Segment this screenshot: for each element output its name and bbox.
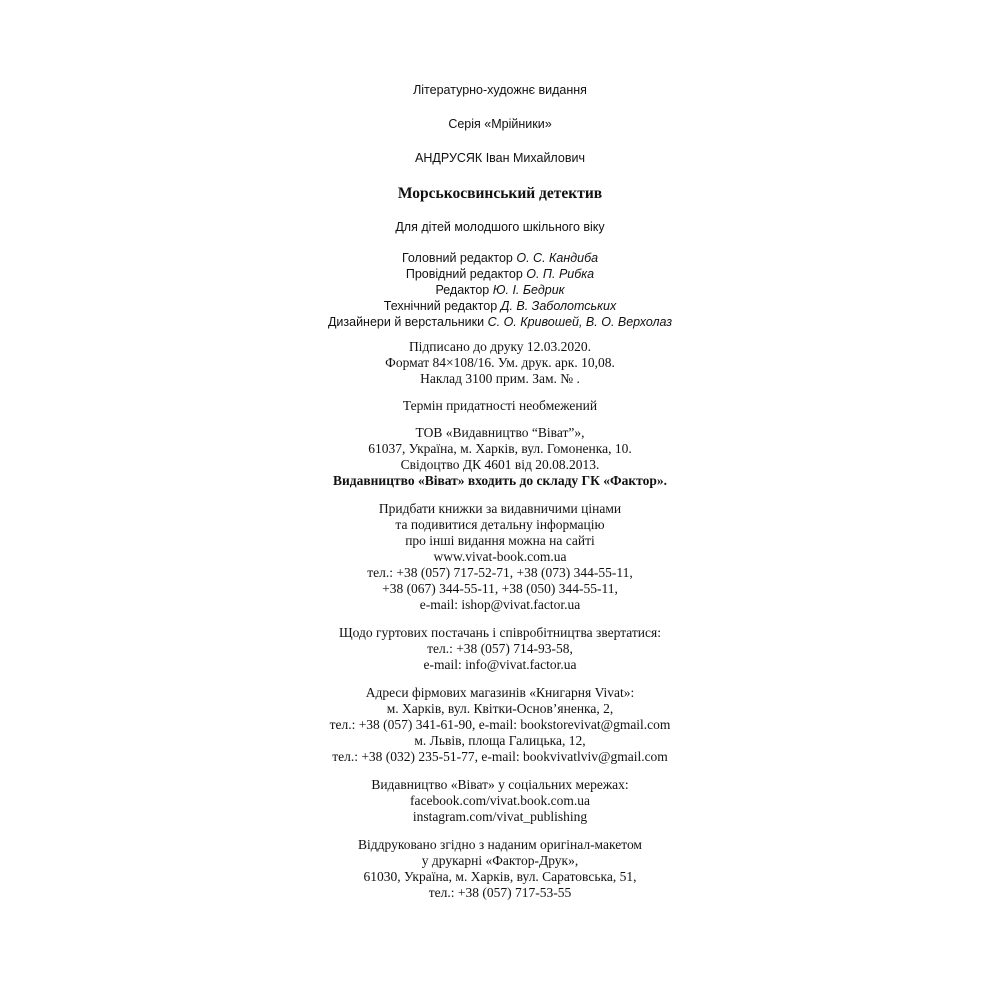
series-line: Серія «Мрійники» xyxy=(448,117,552,131)
store-address-line: м. Львів, площа Галицька, 12, xyxy=(414,733,586,748)
print-details-block xyxy=(0,339,1000,387)
publisher-address-line: 61037, Україна, м. Харків, вул. Гомоненка, 10. xyxy=(368,441,632,456)
format-line: Формат 84×108/16. Ум. друк. арк. 10,08. xyxy=(385,355,615,370)
purchase-line: про інші видання можна на сайті xyxy=(405,533,595,548)
stores-heading-line: Адреси фірмових магазинів «Книгарня Vivat»: xyxy=(365,685,635,700)
book-title: Морськосвинський детектив xyxy=(397,185,603,202)
printing-address-line: 61030, Україна, м. Харків, вул. Саратовська, 51, xyxy=(363,869,637,884)
wholesale-line: Щодо гуртових постачань і співробітництва звертатися: xyxy=(339,625,661,640)
print-run-line: Наклад 3100 прим. Зам. № . xyxy=(420,371,580,386)
audience-line: Для дітей молодшого шкільного віку xyxy=(395,220,605,234)
editor-name: О. П. Рибка xyxy=(526,267,595,281)
editor-role: Редактор xyxy=(435,283,490,297)
editor-name: О. С. Кандиба xyxy=(516,251,599,265)
author-line: АНДРУСЯК Іван Михайлович xyxy=(415,151,585,165)
signed-for-print-line: Підписано до друку 12.03.2020. xyxy=(408,339,592,354)
printing-info-block xyxy=(0,837,1000,901)
store-address-line: м. Харків, вул. Квітки-Основ’яненка, 2, xyxy=(386,701,614,716)
editor-name: С. О. Кривошей, В. О. Верхолаз xyxy=(487,315,673,329)
editor-line xyxy=(0,282,1000,298)
publisher-name-line: ТОВ «Видавництво “Віват”», xyxy=(415,425,585,440)
editor-role: Технічний редактор xyxy=(383,299,498,313)
edition-type: Літературно-художнє видання xyxy=(413,83,587,97)
instagram-line: instagram.com/vivat_publishing xyxy=(412,809,588,824)
editor-line-lead xyxy=(0,266,1000,282)
facebook-line: facebook.com/vivat.book.com.ua xyxy=(410,793,590,808)
editor-line-designers xyxy=(0,314,1000,330)
editor-role: Головний редактор xyxy=(401,251,513,265)
store-contact-line: тел.: +38 (057) 341-61-90, e-mail: bookstorevivat@gmail.com xyxy=(329,717,671,732)
website-line: www.vivat-book.com.ua xyxy=(433,549,567,564)
editor-name: Д. В. Заболотських xyxy=(500,299,617,313)
store-contact-line: тел.: +38 (032) 235-51-77, e-mail: bookvivatlviv@gmail.com xyxy=(332,749,668,764)
printing-phone-line: тел.: +38 (057) 717-53-55 xyxy=(428,885,572,900)
editor-line-chief xyxy=(0,250,1000,266)
purchase-info-block xyxy=(0,501,1000,613)
editor-name: Ю. І. Бедрик xyxy=(492,283,565,297)
editor-line-technical xyxy=(0,298,1000,314)
phone-line: тел.: +38 (057) 714-93-58, xyxy=(427,641,573,656)
printing-line: у друкарні «Фактор-Друк», xyxy=(421,853,579,868)
publisher-block xyxy=(0,425,1000,489)
social-info-block xyxy=(0,777,1000,825)
editor-role: Дизайнери й верстальники xyxy=(327,315,485,329)
printing-line: Віддруковано згідно з наданим оригінал-макетом xyxy=(358,837,642,852)
email-line: e-mail: info@vivat.factor.ua xyxy=(423,657,577,672)
publisher-group-text: Видавництво «Віват» входить до складу ГК «Фактор». xyxy=(333,473,667,488)
wholesale-info-block xyxy=(0,625,1000,673)
shelf-life-line: Термін придатності необмежений xyxy=(402,398,598,413)
publisher-group-line xyxy=(0,473,1000,489)
email-line: e-mail: ishop@vivat.factor.ua xyxy=(419,597,581,612)
publisher-certificate-line: Свідоцтво ДК 4601 від 20.08.2013. xyxy=(400,457,600,472)
stores-info-block xyxy=(0,685,1000,765)
phone-line: тел.: +38 (057) 717-52-71, +38 (073) 344-55-11, xyxy=(367,565,633,580)
purchase-line: та подивитися детальну інформацію xyxy=(395,517,605,532)
colophon-page xyxy=(0,82,1000,901)
editors-block xyxy=(0,250,1000,330)
phone-line: +38 (067) 344-55-11, +38 (050) 344-55-11, xyxy=(382,581,618,596)
purchase-line: Придбати книжки за видавничими цінами xyxy=(378,501,622,516)
editor-role: Провідний редактор xyxy=(405,267,523,281)
social-heading-line: Видавництво «Віват» у соціальних мережах: xyxy=(371,777,629,792)
